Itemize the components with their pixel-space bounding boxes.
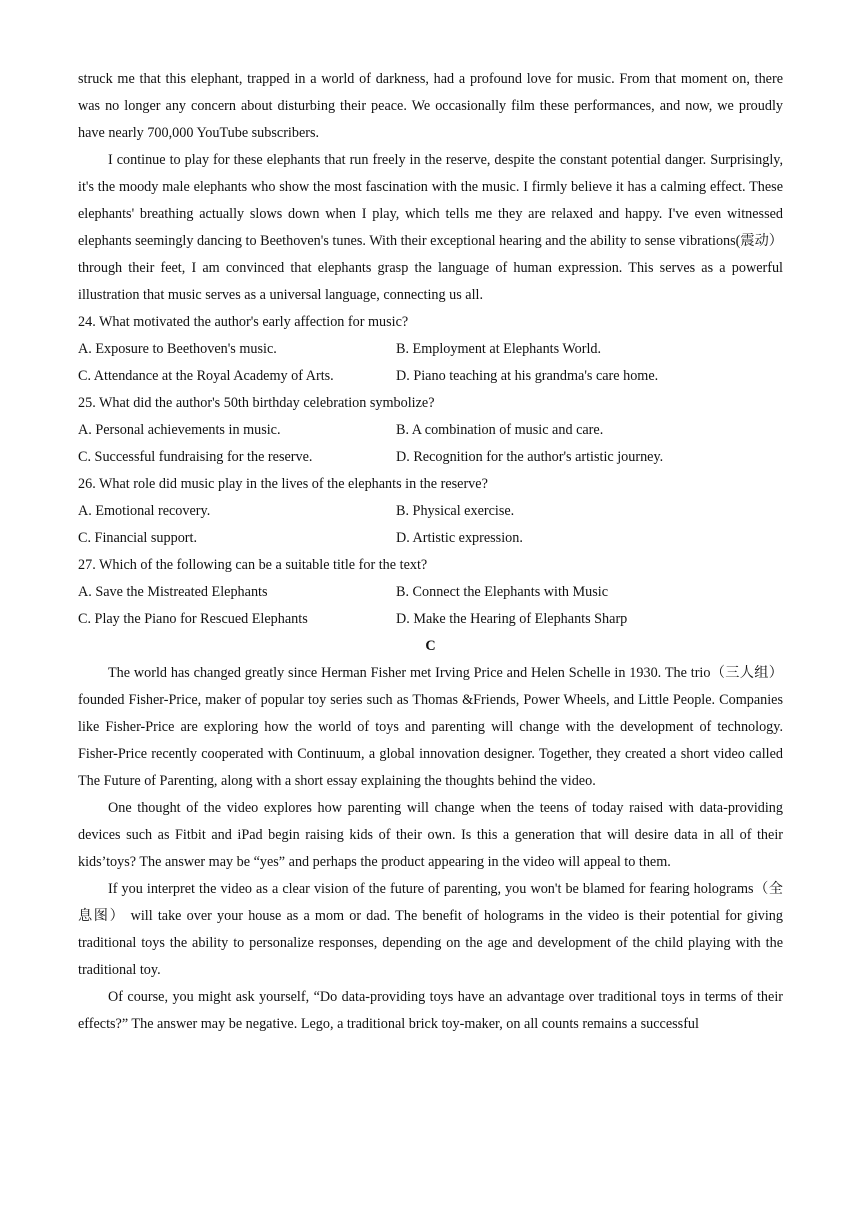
- option-d: D. Make the Hearing of Elephants Sharp: [396, 611, 628, 627]
- option-c: C. Financial support.: [78, 530, 198, 546]
- option-a: A. Personal achievements in music.: [78, 422, 281, 438]
- option-d: D. Piano teaching at his grandma's care home.: [396, 368, 659, 384]
- passage-c-paragraph-2: One thought of the video explores how parenting will change when the teens of today raised with data-providing devices such as Fitbit and iPad begin raising kids of their own. Is this a generation that will desire data in all of their kids’toys? The answer may be “yes” and perhaps the product appearing in the video will appeal to them.: [78, 800, 783, 870]
- passage-b-paragraph-1: struck me that this elephant, trapped in a world of darkness, had a profound love for music. From that moment on, there was no longer any concern about disturbing their peace. We occasionally film these performances, and now, we proudly have nearly 700,000 YouTube subscribers.: [78, 71, 783, 141]
- question-options: [78, 498, 783, 552]
- question-24: [78, 309, 783, 390]
- option-c: C. Successful fundraising for the reserve.: [78, 449, 313, 465]
- option-b: B. Physical exercise.: [396, 503, 515, 519]
- passage-c-paragraph-3: If you interpret the video as a clear vision of the future of parenting, you won't be blamed for fearing holograms（全息图） will take over your house as a mom or dad. The benefit of holograms in the video is their potential for giving traditional toys the ability to personalize responses, depending on the age and development of the child playing with the traditional toy.: [78, 881, 783, 978]
- option-c: C. Play the Piano for Rescued Elephants: [78, 611, 308, 627]
- option-c: C. Attendance at the Royal Academy of Arts.: [78, 368, 334, 384]
- document-page: [78, 66, 783, 1038]
- option-b: B. Employment at Elephants World.: [396, 341, 602, 357]
- section-heading-c: C: [425, 638, 436, 654]
- option-d: D. Artistic expression.: [396, 530, 523, 546]
- question-options: [78, 417, 783, 471]
- option-a: A. Exposure to Beethoven's music.: [78, 341, 277, 357]
- question-options: [78, 336, 783, 390]
- question-stem: 24. What motivated the author's early affection for music?: [78, 314, 409, 330]
- question-stem: 27. Which of the following can be a suitable title for the text?: [78, 557, 428, 573]
- passage-b-paragraph-2: I continue to play for these elephants that run freely in the reserve, despite the constant potential danger. Surprisingly, it's the moody male elephants who show the most fascination with the music. I firmly believe it has a calming effect. These elephants' breathing actually slows down when I play, which tells me they are relaxed and happy. I've even witnessed elephants seemingly dancing to Beethoven's tunes. With their exceptional hearing and the ability to sense vibrations(震动）through their feet, I am convinced that elephants grasp the language of human expression. This serves as a powerful illustration that music serves as a universal language, connecting us all.: [78, 152, 783, 303]
- passage-c-paragraph-1: The world has changed greatly since Herman Fisher met Irving Price and Helen Schelle in 1930. The trio（三人组） founded Fisher-Price, maker of popular toy series such as Thomas &Friends, Power Wheels, and Little People. Companies like Fisher-Price are exploring how the world of toys and parenting will change with the development of technology. Fisher-Price recently cooperated with Continuum, a global innovation designer. Together, they created a short video called The Future of Parenting, along with a short essay explaining the thoughts behind the video.: [78, 665, 783, 789]
- question-stem: 26. What role did music play in the lives of the elephants in the reserve?: [78, 476, 488, 492]
- question-27: [78, 552, 783, 633]
- passage-c-paragraph-4: Of course, you might ask yourself, “Do data-providing toys have an advantage over traditional toys in terms of their effects?” The answer may be negative. Lego, a traditional brick toy-maker, on all counts remains a successful: [78, 989, 783, 1032]
- question-25: [78, 390, 783, 471]
- question-stem: 25. What did the author's 50th birthday celebration symbolize?: [78, 395, 435, 411]
- option-b: B. Connect the Elephants with Music: [396, 584, 608, 600]
- question-26: [78, 471, 783, 552]
- option-a: A. Save the Mistreated Elephants: [78, 584, 268, 600]
- option-a: A. Emotional recovery.: [78, 503, 211, 519]
- option-d: D. Recognition for the author's artistic journey.: [396, 449, 664, 465]
- option-b: B. A combination of music and care.: [396, 422, 604, 438]
- question-options: [78, 579, 783, 633]
